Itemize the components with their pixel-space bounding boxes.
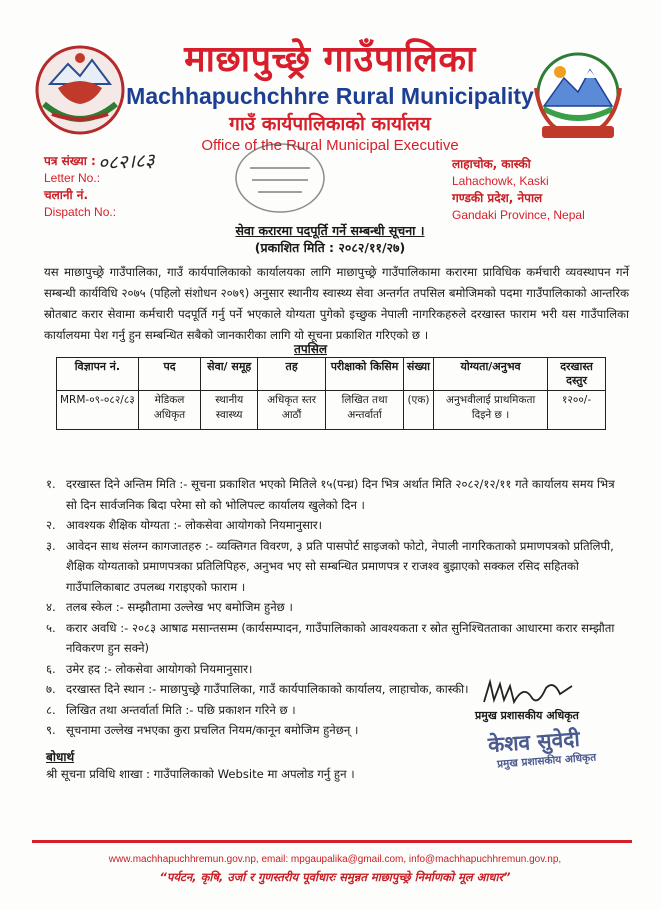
table-header-row [57, 358, 606, 391]
letter-number-label-np: पत्र संख्या : [44, 154, 96, 168]
list-item-text: आवश्यक शैक्षिक योग्यता :- लोकसेवा आयोगको नियमानुसार। [66, 518, 323, 532]
list-item-text: सूचनामा उल्लेख नभएका कुरा प्रचलित नियम/कानून बमोजिम हुनेछन् । [66, 723, 359, 737]
table-cell: स्थानीय स्वास्थ्य [201, 391, 258, 430]
list-item [46, 536, 626, 598]
list-item-text: करार अवधि :- २०८३ आषाढ मसान्तसम्म (कार्यसम्पादन, गाउँपालिकाको आवश्यकता र स्रोत सुनिश्चितताका आधारमा करार सम्झौता नविकरण हुन सक्ने) [66, 620, 615, 655]
office-stamp [230, 138, 330, 218]
table-header-cell: सेवा/ समूह [201, 358, 258, 391]
table-cell: १२००/- [548, 391, 606, 430]
table-header-cell: तह [258, 358, 326, 391]
list-item [46, 515, 626, 536]
office-name-english: Office of the Rural Municipal Executive [201, 137, 459, 154]
cc-recipient: श्री सूचना प्रविधि शाखा : गाउँपालिकाको Website मा अपलोड गर्नु हुन । [46, 767, 355, 781]
list-item-text: उमेर हद :- लोकसेवा आयोगको नियमानुसार। [66, 661, 253, 676]
dispatch-number-label-np: चलानी नं. [44, 188, 89, 202]
list-item-text: तलब स्केल :- सम्झौतामा उल्लेख भए बमोजिम हुनेछ । [66, 600, 293, 614]
list-item-number: ५. [46, 620, 56, 635]
list-item-number: ४. [46, 600, 56, 614]
list-item-number: ९. [46, 723, 56, 737]
notice-published-date: (प्रकाशित मिति : २०८२/११/२७) [254, 240, 406, 255]
table-caption: तपसिल [294, 342, 328, 356]
notice-intro-paragraph: यस माछापुच्छ्रे गाउँपालिका, गाउँ कार्यपालिकाको कार्यालयका लागि माछापुच्छ्रे गाउँपालिकामा करारमा प्राविधिक कर्मचारी व्यवस्थापन गर्ने सम्बन्धी कार्यविधि २०७५ (पहिलो संशोधन २०७९) अनुसार स्थानीय स्वास्थ्य सेवा अन्तर्गत तपसिल बमोजिमको पदमा गाउँपालिकाको आन्तरिक स्रोतबाट करार सेवामा कर्मचारी पदपूर्ति गर्नु पर्ने भएकाले योग्यता पुगेको इच्छुक नेपाली नागरिकहरुले दरखास्त फाराम भरी यस गाउँपालिका कार्यालयमा पेश गर्नु हुन सम्बन्धित सबैको जानकारीका लागि यो सूचना प्रकाशित गरिएको छ । [44, 265, 629, 342]
list-item-number: २. [46, 518, 56, 532]
table-header-cell: परीक्षाको किसिम [326, 358, 404, 391]
table-cell: MRM-०९-०८२/८३ [57, 391, 139, 430]
list-item-number: १. [46, 477, 56, 491]
list-item-text: दरखास्त दिने अन्तिम मिति :- सूचना प्रकाशित भएको मितिले १५(पन्ध्र) दिन भित्र अर्थात मिति २०८२/१२/११ गते कार्यालय समय भित्र सो दिन सार्वजनिक बिदा परेमा सो को भोलिपल्ट कार्यालय खुलेको दिन । [66, 477, 615, 512]
list-item-number: ६. [46, 661, 56, 676]
list-item-number: ७. [46, 682, 56, 696]
address-np: लाहाचोक, कास्की [452, 157, 531, 171]
table-header-cell: संख्या [403, 358, 433, 391]
municipality-name-english: Machhapuchchhre Rural Municipality [126, 83, 534, 109]
table-row [57, 391, 606, 430]
table-cell: लिखित तथा अन्तर्वार्ता [326, 391, 404, 430]
list-item-text: आवेदन साथ संलग्न कागजातहरु :- व्यक्तिगत विवरण, ३ प्रति पासपोर्ट साइजको फोटो, नेपाली नागरिकताको प्रमाणपत्रको प्रतिलिपी, शैक्षिक योग्यताको प्रमाणपत्रका प्रतिलिपिहरु, अनुभव भए सो सम्बन्धित प्रमाणपत्र र राजश्व बुझाएको सक्कल रसिद सहितको गाउँपालिकाबाट उपलब्ध गराइएको फाराम । [66, 538, 614, 594]
footer-contact: www.machhapuchhremun.gov.np, email: mpgaupalika@gmail.com, info@machhapuchhremun.gov.np, [108, 854, 562, 865]
list-item [46, 597, 626, 618]
cc-heading: बोधार्थ [46, 750, 75, 764]
officer-name-stamp: केशव सुवेदी [487, 726, 581, 758]
table-header-cell: दरखास्त दस्तुर [548, 358, 606, 391]
list-item-text: दरखास्त दिने स्थान :- माछापुच्छ्रे गाउँपालिका, गाउँ कार्यपालिकाको कार्यालय, लाहाचोक, कास्की। [66, 682, 469, 696]
footer-divider [32, 840, 632, 843]
table-header-cell: विज्ञापन नं. [57, 358, 139, 391]
notice-heading [160, 222, 500, 256]
table-header-cell: पद [138, 358, 201, 391]
vacancy-table [56, 357, 606, 430]
address-en: Lahachowk, Kaski [452, 174, 549, 188]
officer-designation-stamp: प्रमुख प्रशासकीय अधिकृत [496, 751, 597, 771]
table-cell: अनुभवीलाई प्राथमिकता दिइने छ । [434, 391, 548, 430]
signature-scribble [480, 676, 580, 712]
province-en: Gandaki Province, Nepal [452, 208, 585, 222]
list-item [46, 618, 626, 659]
list-item [46, 474, 626, 515]
dispatch-number-label-en: Dispatch No.: [44, 205, 117, 219]
municipality-logo [530, 48, 626, 144]
signatory-title: प्रमुख प्रशासकीय अधिकृत [475, 709, 579, 722]
office-name-nepali: गाउँ कार्यपालिकाको कार्यालय [229, 113, 431, 135]
table-cell: (एक) [403, 391, 433, 430]
letter-number-label-en: Letter No.: [44, 171, 101, 185]
notice-title: सेवा करारमा पदपूर्ति गर्ने सम्बन्धी सूचना । [235, 223, 425, 238]
footer-slogan: “पर्यटन, कृषि, उर्जा र गुणस्तरीय पूर्वाधारः समुन्नत माछापुच्छ्रे निर्माणको मूल आधार” [159, 870, 511, 884]
letter-meta-right [452, 156, 585, 224]
list-item-number: ३. [46, 538, 56, 553]
table-cell: अधिकृत स्तर आठौं [258, 391, 326, 430]
handwritten-letter-number: ०८२।८३ [97, 149, 156, 175]
province-np: गण्डकी प्रदेश, नेपाल [452, 191, 543, 205]
municipality-name-nepali: माछापुच्छ्रे गाउँपालिका [184, 39, 476, 80]
table-header-cell: योग्यता/अनुभव [434, 358, 548, 391]
nepal-emblem-logo [34, 44, 126, 136]
list-item-text: लिखित तथा अन्तर्वार्ता मिति :- पछि प्रकाशन गरिने छ । [66, 702, 296, 717]
table-cell: मेडिकल अधिकृत [138, 391, 201, 430]
list-item-number: ८. [46, 702, 56, 717]
